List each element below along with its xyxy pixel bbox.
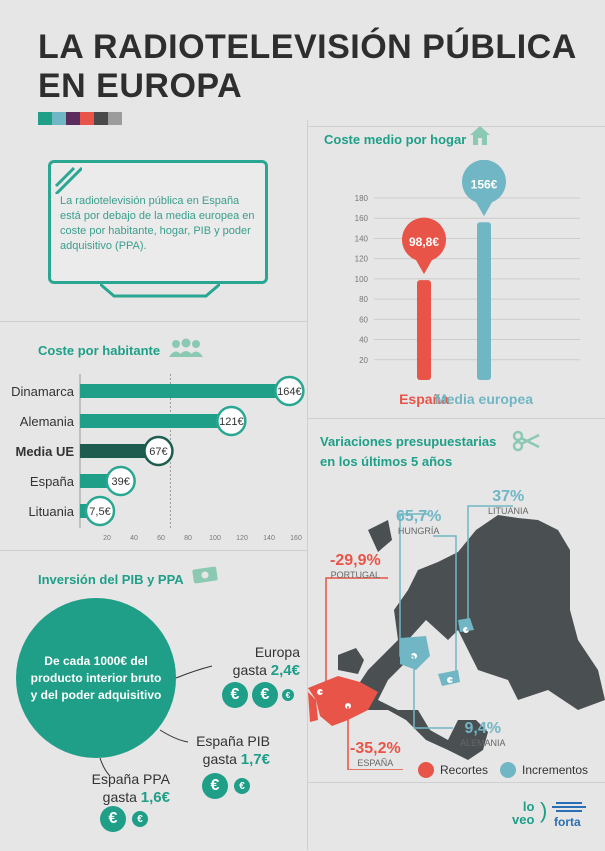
divider <box>308 126 605 127</box>
y-tick-label: 60 <box>359 315 368 325</box>
bar-value-label: 156€ <box>470 177 498 192</box>
bar <box>80 384 301 398</box>
pib-title: Inversión del PIB y PPA <box>38 572 184 587</box>
paren-glyph: ) <box>540 798 548 823</box>
var-lituania: 37% LITUANIA <box>488 488 529 516</box>
y-tick-label: 40 <box>359 335 368 345</box>
color-swatches <box>38 112 122 125</box>
ppa-group: España PPA gasta 1,6€ <box>91 771 170 806</box>
hogar-title: Coste medio por hogar <box>324 132 467 147</box>
habitante-chart <box>0 370 307 540</box>
var-portugal: -29,9% PORTUGAL <box>330 552 381 580</box>
row-label: Media UE <box>15 444 74 459</box>
var-alemania: 9,4% ALEMANIA <box>460 720 506 748</box>
bar-category-label: Media europea <box>434 391 534 407</box>
y-tick-label: 120 <box>354 254 368 264</box>
europa-group: Europa gasta 2,4€ <box>232 644 300 679</box>
bar <box>417 280 431 380</box>
habitante-title: Coste por habitante <box>38 343 161 358</box>
page-title: LA RADIOTELEVISIÓN PÚBLICA EN EUROPA <box>38 28 577 105</box>
x-tick-label: 60 <box>157 535 165 540</box>
euro-coin-icon: € <box>202 773 228 799</box>
bar-value-label: 164€ <box>277 386 302 398</box>
people-icon <box>168 338 204 358</box>
var-hungria: 65,7% HUNGRÍA <box>396 508 442 536</box>
bar <box>477 222 491 380</box>
europe-map <box>308 470 605 770</box>
y-tick-label: 160 <box>354 214 368 224</box>
y-tick-label: 140 <box>354 234 368 244</box>
cuts-swatch <box>418 762 434 778</box>
row-label: Lituania <box>28 504 74 519</box>
var-espana: -35,2% ESPAÑA <box>350 740 401 768</box>
tv-stand-icon <box>100 284 220 300</box>
bar-value-label: 67€ <box>149 446 168 458</box>
x-tick-label: 140 <box>263 535 275 540</box>
increments-swatch <box>500 762 516 778</box>
euro-coin-small-icon: € <box>234 778 250 794</box>
bar-value-label: 39€ <box>111 476 130 488</box>
map-legend: Recortes Incrementos <box>418 762 588 778</box>
row-label: Dinamarca <box>11 384 74 399</box>
row-label: Alemania <box>19 414 74 429</box>
bar-value-label: 98,8€ <box>408 235 440 250</box>
pib-coins <box>202 773 250 799</box>
bar-value-label: 7,5€ <box>89 506 111 518</box>
divider <box>307 418 605 419</box>
intro-text: La radiotelevisión pública en España está por debajo de la media europea en coste por habitante, hogar, PIB y poder adquisitivo (PPA). <box>60 195 255 252</box>
house-icon <box>468 124 492 146</box>
divider <box>307 782 605 783</box>
forta-lines-icon <box>552 800 586 814</box>
pib-circle: De cada 1000€ del producto interior bruto y del poder adquisitivo <box>16 598 176 758</box>
loveo-logo: lo veo <box>512 799 535 827</box>
x-tick-label: 80 <box>184 535 192 540</box>
x-tick-label: 160 <box>290 535 302 540</box>
y-tick-label: 80 <box>359 295 368 305</box>
y-tick-label: 180 <box>354 194 368 203</box>
x-tick-label: 20 <box>103 535 111 540</box>
hogar-chart <box>330 160 600 415</box>
pib-group: España PIB gasta 1,7€ <box>196 733 270 768</box>
bar-value-label: 121€ <box>219 416 244 428</box>
germany-shape <box>400 636 430 670</box>
row-label: España <box>29 474 74 489</box>
forta-logo: forta <box>554 815 581 829</box>
x-tick-label: 40 <box>130 535 138 540</box>
variaciones-title: Variaciones presupuestarias en los últimos 5 años <box>320 434 497 469</box>
ppa-coins <box>100 806 148 832</box>
euro-coin-icon: € <box>100 806 126 832</box>
stripe-icon <box>52 164 82 194</box>
euro-coin-small-icon: € <box>282 689 294 701</box>
euro-coin-icon: € <box>252 682 278 708</box>
europa-coins <box>222 682 294 708</box>
divider <box>0 550 307 551</box>
banknote-icon <box>191 564 219 584</box>
euro-coin-small-icon: € <box>132 811 148 827</box>
divider <box>0 321 307 322</box>
y-tick-label: 100 <box>354 274 368 284</box>
scissors-icon <box>512 430 540 452</box>
y-tick-label: 20 <box>359 355 368 365</box>
euro-coin-icon: € <box>222 682 248 708</box>
x-tick-label: 120 <box>236 535 248 540</box>
x-tick-label: 100 <box>209 535 221 540</box>
bar-category-label: España <box>399 391 449 407</box>
